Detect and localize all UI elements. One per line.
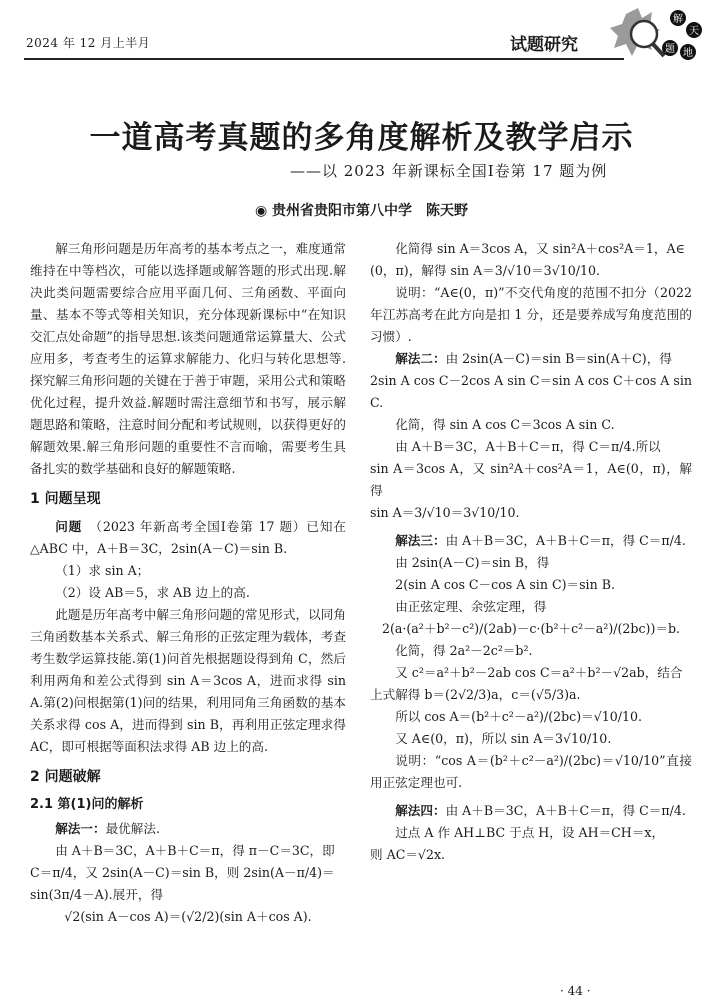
method-4-line-1 bbox=[370, 800, 692, 822]
method-1-heading bbox=[30, 818, 346, 840]
logo-char-1: 解 bbox=[673, 14, 683, 25]
method-3-line-6: 化简，得 2a²－2c²＝b². bbox=[395, 643, 533, 658]
problem-label: 问题 bbox=[55, 519, 83, 534]
method-2-line-5: sin A＝3cos A，又 sin²A＋cos²A＝1，A∈(0，π)，解得 bbox=[370, 461, 692, 498]
right-column bbox=[370, 238, 692, 866]
method-1-line-2: C＝π/4，又 2sin(A－C)＝sin B，则 2sin(A－π/4)＝ bbox=[30, 865, 335, 880]
method-3-line-10: 又 A∈(0，π)，所以 sin A＝3√10/10. bbox=[395, 731, 612, 746]
subsection-heading-2-1: 2.1 第(1)问的解析 bbox=[30, 797, 144, 812]
left-column bbox=[30, 238, 346, 928]
note-2: 说明：“cos A＝(b²＋c²－a²)/(2bc)＝√10/10”直接用正弦定理也可. bbox=[370, 753, 692, 790]
method-3-label: 解法三： bbox=[395, 533, 446, 548]
method-2-line-3: 化简，得 sin A cos C＝3cos A sin C. bbox=[395, 417, 615, 432]
note-1: 说明：“A∈(0，π)”不交代角度的范围不扣分（2022 年江苏高考在此方向是扣 1 分，还是要养成写角度范围的习惯）. bbox=[370, 285, 692, 344]
problem-statement bbox=[30, 516, 346, 560]
method-1-line-1: 由 A＋B＝3C，A＋B＋C＝π，得 π－C＝3C，即 bbox=[55, 843, 335, 858]
continued-line-1: 化简得 sin A＝3cos A，又 sin²A＋cos²A＝1，A∈ bbox=[395, 241, 685, 256]
logo-char-4: 地 bbox=[683, 48, 693, 59]
column-logo bbox=[608, 4, 708, 68]
method-2-line-2: 2sin A cos C－2cos A sin C＝sin A cos C＋cos A sin C. bbox=[370, 373, 692, 410]
logo-char-3: 天 bbox=[689, 26, 699, 37]
method-3-line-9: 所以 cos A＝(b²＋c²－a²)/(2bc)＝√10/10. bbox=[395, 709, 643, 724]
method-3-line-3: 2(sin A cos C－cos A sin C)＝sin B. bbox=[395, 577, 615, 592]
column-title: 试题研究 bbox=[510, 35, 578, 55]
method-1-line-3: sin(3π/4－A).展开，得 bbox=[30, 887, 164, 902]
method-2-line-6: sin A＝3/√10＝3√10/10. bbox=[370, 505, 520, 520]
problem-text: （2023 年新高考全国Ⅰ卷第 17 题）已知在△ABC 中，A＋B＝3C，2sin(A－C)＝sin B. bbox=[30, 519, 347, 556]
article-subtitle: ——以 2023 年新课标全国Ⅰ卷第 17 题为例 bbox=[290, 162, 608, 180]
intro-paragraph: 解三角形问题是历年高考的基本考点之一，难度通常维持在中等档次，可能以选择题或解答题的形式出现.解决此类问题需要综合应用平面几何、三角函数、平面向量、基本不等式等相关知识，充分体现新课标中“在知识交汇点处命题”的指导思想.该类问题通常运算量大、公式应用多，考查考生的运算求解能力、化归与转化思想等.探究解三角形问题的关键在于善于审题，采用公式和策略优化过程，提升效益.解题时需注意细节和书写，展示解题思路和策略，注意时间分配和考试规则，以获得更好的解题效果.解三角形问题的重要性不言而喻，需要考生具备扎实的数学基础和良好的解题策略. bbox=[30, 241, 346, 476]
question-1: （1）求 sin A； bbox=[55, 563, 150, 578]
method-3-line-7: 又 c²＝a²＋b²－2ab cos C＝a²＋b²－√2ab，结合 bbox=[395, 665, 683, 680]
header-rule bbox=[24, 58, 624, 60]
article-title: 一道高考真题的多角度解析及教学启示 bbox=[89, 120, 634, 156]
method-2-label: 解法二： bbox=[395, 351, 446, 366]
method-2-line-1 bbox=[370, 348, 692, 370]
method-2-text: 由 2sin(A－C)＝sin B＝sin(A＋C)，得 bbox=[445, 351, 672, 366]
method-3-line-5: 2(a·(a²＋b²－c²)/(2ab)－c·(b²＋c²－a²)/(2bc))＝b. bbox=[381, 621, 681, 636]
method-4-label: 解法四： bbox=[395, 803, 446, 818]
author-line: ◉ 贵州省贵阳市第八中学 陈天野 bbox=[254, 203, 469, 219]
method-4-line-2: 过点 A 作 AH⊥BC 于点 H，设 AH＝CH＝x， bbox=[395, 825, 665, 840]
method-3-line-8: 上式解得 b＝(2√2/3)a，c＝(√5/3)a. bbox=[370, 687, 581, 702]
method-4-line-3: 则 AC＝√2x. bbox=[370, 847, 446, 862]
method-4-text: 由 A＋B＝3C，A＋B＋C＝π，得 C＝π/4. bbox=[445, 803, 686, 818]
method-1-line-4: √2(sin A－cos A)＝(√2/2)(sin A＋cos A). bbox=[64, 909, 312, 924]
analysis-paragraph: 此题是历年高考中解三角形问题的常见形式，以同角三角函数基本关系式、解三角形的正弦定理为载体，考查考生数学运算技能.第(1)问首先根据题设得到角 C，然后利用两角和差公式得到 sin A＝3cos A，进而求得 sin A.第(2)问根据第(1)问的结果，利用同角三角函数的基本关系求得 cos A，进而得到 sin B，再利用正弦定理求得 AC，即可根据等面积法求得 AB 边上的高. bbox=[30, 607, 346, 754]
continued-line-2: (0，π)，解得 sin A＝3/√10＝3√10/10. bbox=[370, 263, 601, 278]
section-heading-2: 2 问题破解 bbox=[30, 769, 101, 785]
issue-date: 2024 年 12 月上半月 bbox=[26, 36, 151, 50]
method-3-line-1 bbox=[370, 530, 692, 552]
method-3-line-4: 由正弦定理、余弦定理，得 bbox=[395, 599, 547, 614]
question-2: （2）设 AB＝5，求 AB 边上的高. bbox=[55, 585, 250, 600]
section-heading-1: 1 问题呈现 bbox=[30, 491, 101, 507]
method-1-label: 解法一： bbox=[55, 821, 106, 836]
method-1-title: 最优解法. bbox=[105, 821, 160, 836]
method-3-line-2: 由 2sin(A－C)＝sin B，得 bbox=[395, 555, 550, 570]
page-number: · 44 · bbox=[560, 984, 591, 998]
logo-char-2: 题 bbox=[665, 44, 675, 55]
method-2-line-4: 由 A＋B＝3C，A＋B＋C＝π，得 C＝π/4.所以 bbox=[395, 439, 661, 454]
method-3-text: 由 A＋B＝3C，A＋B＋C＝π，得 C＝π/4. bbox=[445, 533, 686, 548]
